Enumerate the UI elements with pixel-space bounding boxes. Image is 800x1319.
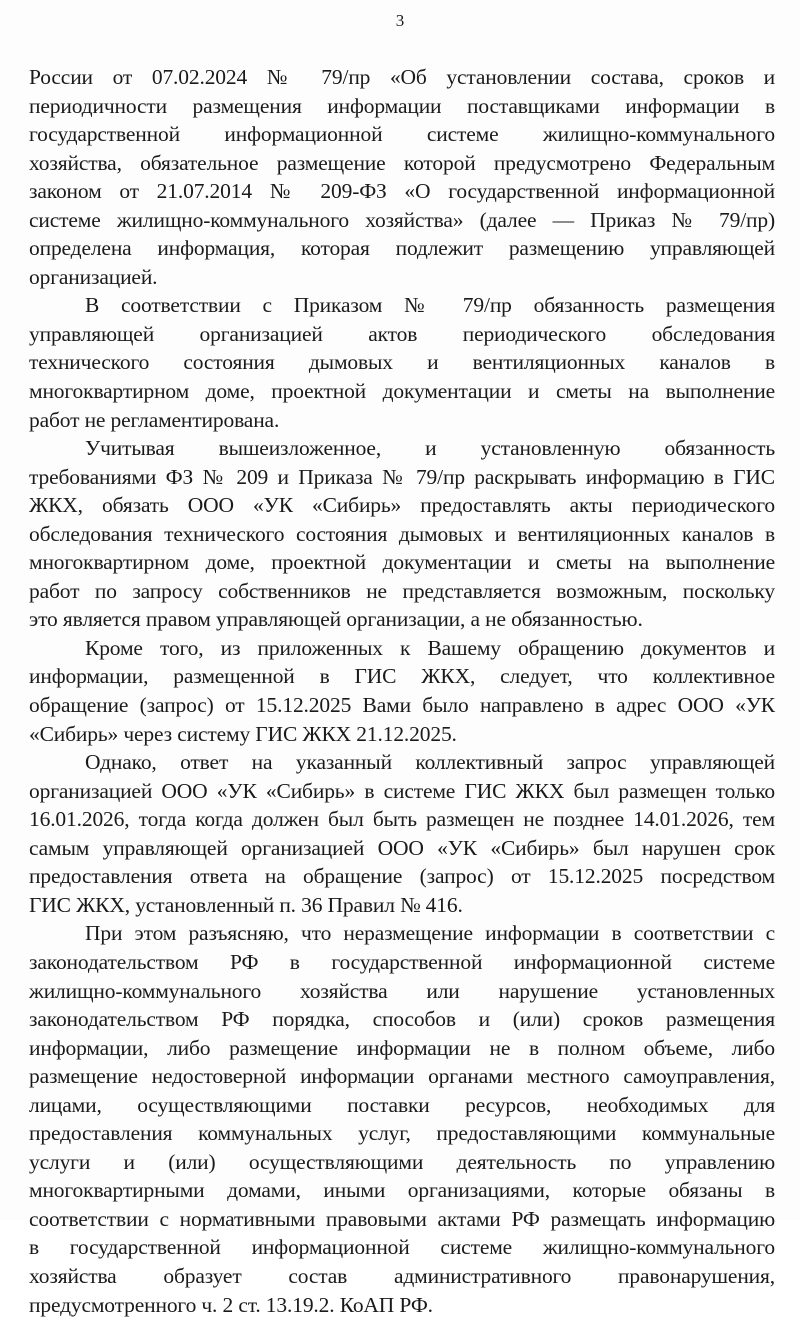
text-line: многоквартирном доме, проектной документации и сметы на выполнение <box>29 550 775 575</box>
text-line: предусмотренного ч. 2 ст. 13.19.2. КоАП РФ. <box>29 1292 433 1317</box>
text-line: государственной информационной системе жилищно-коммунального <box>29 122 775 147</box>
text-line: многоквартирными домами, иными организациями, которые обязаны в <box>29 1178 775 1203</box>
text-line: требованиями ФЗ № 209 и Приказа № 79/пр раскрывать информацию в ГИС <box>29 464 775 489</box>
text-line: хозяйства образует состав административного правонарушения, <box>29 1263 775 1288</box>
text-line: законодательством РФ в государственной информационной системе <box>29 949 775 974</box>
text-line: в государственной информационной системе жилищно-коммунального <box>29 1235 775 1260</box>
text-line: жилищно-коммунального хозяйства или нарушение установленных <box>29 978 775 1003</box>
paragraph-order-79-not-regulated <box>29 291 775 434</box>
paragraph-intro-continued <box>29 63 775 291</box>
page-number: 3 <box>395 11 405 30</box>
text-line: соответствии с нормативными правовыми актами РФ размещать информацию <box>29 1206 775 1231</box>
text-line: это является правом управляющей организации, а не обязанностью. <box>29 607 643 632</box>
text-line: При этом разъясняю, что неразмещение информации в соответствии с <box>85 921 775 946</box>
text-line: Учитывая вышеизложенное, и установленную обязанность <box>85 436 775 461</box>
text-line: Кроме того, из приложенных к Вашему обращению документов и <box>85 635 775 660</box>
text-line: самым управляющей организацией ООО «УК «Сибирь» был нарушен срок <box>29 835 775 860</box>
text-line: Однако, ответ на указанный коллективный запрос управляющей <box>85 750 775 775</box>
text-line: периодичности размещения информации поставщиками информации в <box>29 93 775 118</box>
text-line: предоставления ответа на обращение (запрос) от 15.12.2025 посредством <box>29 864 775 889</box>
text-line: организацией. <box>29 264 158 289</box>
text-line: хозяйства, обязательное размещение которой предусмотрено Федеральным <box>29 150 775 175</box>
text-line: информации, размещенной в ГИС ЖКХ, следует, что коллективное <box>29 664 775 689</box>
text-line: ГИС ЖКХ, установленный п. 36 Правил № 416. <box>29 892 463 917</box>
text-line: России от 07.02.2024 № 79/пр «Об установлении состава, сроков и <box>29 65 775 89</box>
text-line: определена информация, которая подлежит размещению управляющей <box>29 236 775 261</box>
text-line: ЖКХ, обязать ООО «УК «Сибирь» предоставлять акты периодического <box>29 493 775 518</box>
text-line: организацией ООО «УК «Сибирь» в системе ГИС ЖКХ был размещен только <box>29 778 775 803</box>
text-line: системе жилищно-коммунального хозяйства» (далее — Приказ № 79/пр) <box>29 207 775 232</box>
text-line: 16.01.2026, тогда когда должен был быть размещен не позднее 14.01.2026, тем <box>29 807 775 832</box>
text-line: законодательством РФ порядка, способов и (или) сроков размещения <box>29 1007 775 1032</box>
text-line: размещение недостоверной информации органами местного самоуправления, <box>29 1064 775 1089</box>
letter-body <box>29 63 775 1319</box>
text-line: «Сибирь» через систему ГИС ЖКХ 21.12.2025. <box>29 721 457 746</box>
text-line: предоставления коммунальных услуг, предоставляющими коммунальные <box>29 1121 775 1146</box>
paragraph-administrative-offense <box>29 919 775 1319</box>
paragraph-collective-request <box>29 634 775 748</box>
text-line: управляющей организацией актов периодического обследования <box>29 321 775 346</box>
text-line: обследования технического состояния дымовых и вентиляционных каналов в <box>29 521 775 546</box>
text-line: обращение (запрос) от 15.12.2025 Вами было направлено в адрес ООО «УК <box>29 693 775 718</box>
text-line: законом от 21.07.2014 № 209-ФЗ «О государственной информационной <box>29 179 775 204</box>
text-line: лицами, осуществляющими поставки ресурсов, необходимых для <box>29 1092 775 1117</box>
text-line: информации, либо размещение информации не в полном объеме, либо <box>29 1035 775 1060</box>
text-line: технического состояния дымовых и вентиляционных каналов в <box>29 350 775 375</box>
text-line: услуги и (или) осуществляющими деятельность по управлению <box>29 1149 775 1174</box>
text-line: работ по запросу собственников не представляется возможным, поскольку <box>29 578 775 603</box>
text-line: В соответствии с Приказом № 79/пр обязанность размещения <box>85 293 775 318</box>
paragraph-conclusion-not-possible <box>29 434 775 634</box>
text-line: многоквартирном доме, проектной документации и сметы на выполнение <box>29 379 775 404</box>
paragraph-deadline-violation <box>29 748 775 919</box>
text-line: работ не регламентирована. <box>29 407 280 432</box>
